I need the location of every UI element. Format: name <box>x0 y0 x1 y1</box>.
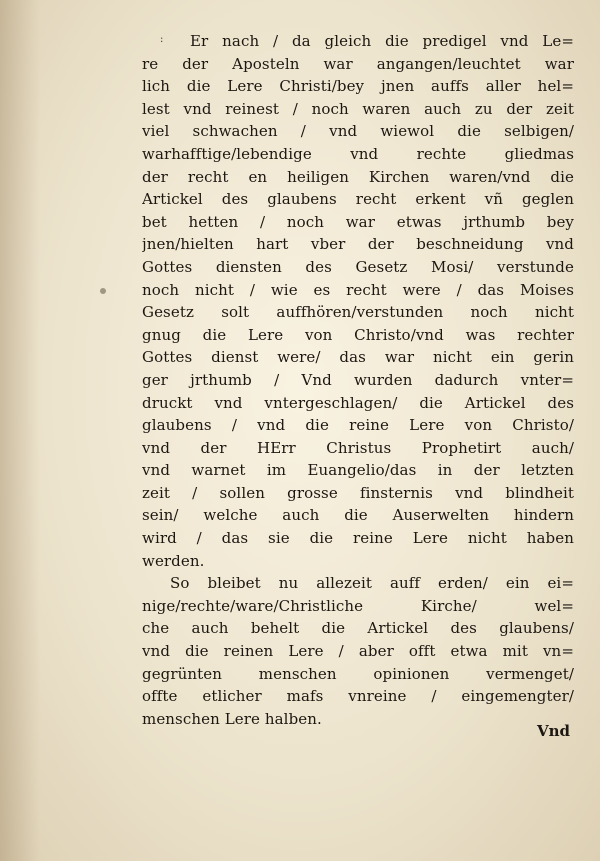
text-line: glaubens / vnd die reine Lere von Christo/ <box>142 416 574 435</box>
text-line: Er nach / da gleich die predigel vnd Le= <box>190 32 574 50</box>
text-line: che auch behelt die Artickel des glaubens/ <box>142 619 574 638</box>
text-line: gnug die Lere von Christo/vnd was rechter <box>142 325 574 344</box>
text-line: Gottes dienst were/ das war nicht ein gerin <box>142 348 574 367</box>
text-line: noch nicht / wie es recht were / das Moises <box>142 280 574 299</box>
text-line: zeit / sollen grosse finsternis vnd blindheit <box>142 483 574 502</box>
body-text <box>142 30 574 730</box>
text-line: werden. <box>142 551 205 570</box>
text-line: vnd die reinen Lere / aber offt etwa mit vn= <box>142 642 574 661</box>
text-line: vnd warnet im Euangelio/das in der letzten <box>142 461 574 480</box>
catchword: Vnd <box>536 722 570 740</box>
text-line: re der Aposteln war angangen/leuchtet war <box>142 54 574 73</box>
text-line: gegrünten menschen opinionen vermenget/ <box>142 664 574 683</box>
text-line: So bleibet nu allezeit auff erden/ ein ei= <box>170 574 574 593</box>
text-line: bet hetten / noch war etwas jrthumb bey <box>142 212 574 231</box>
text-line: lest vnd reinest / noch waren auch zu der zeit <box>142 99 574 118</box>
text-line: jnen/hielten hart vber der beschneidung vnd <box>142 235 574 254</box>
text-line: Gesetz solt auffhören/verstunden noch nicht <box>142 303 574 322</box>
text-line: sein/ welche auch die Auserwelten hindern <box>142 506 574 525</box>
text-line: viel schwachen / vnd wiewol die selbigen/ <box>142 122 574 141</box>
text-line: Gottes diensten des Gesetz Mosi/ verstunde <box>142 257 574 276</box>
text-line: menschen Lere halben. <box>142 709 322 728</box>
text-line: druckt vnd vntergeschlagen/ die Artickel des <box>142 393 574 412</box>
text-line: ger jrthumb / Vnd wurden dadurch vnter= <box>142 370 574 389</box>
text-line: warhafftige/lebendige vnd rechte gliedmas <box>142 144 574 163</box>
text-line: Artickel des glaubens recht erkent vñ geglen <box>142 190 574 209</box>
text-line: der recht en heiligen Kirchen waren/vnd die <box>142 167 574 186</box>
text-line: offte etlicher mafs vnreine / eingemengter/ <box>142 687 574 706</box>
text-line: wird / das sie die reine Lere nicht haben <box>142 529 574 548</box>
text-line: vnd der HErr Christus Prophetirt auch/ <box>142 438 574 457</box>
text-line: nige/rechte/ware/Christliche Kirche/ wel= <box>142 596 574 615</box>
text-line: lich die Lere Christi/bey jnen auffs aller hel= <box>142 77 574 96</box>
margin-ink-spot <box>100 288 106 294</box>
gutter-marks: : <box>160 34 164 45</box>
